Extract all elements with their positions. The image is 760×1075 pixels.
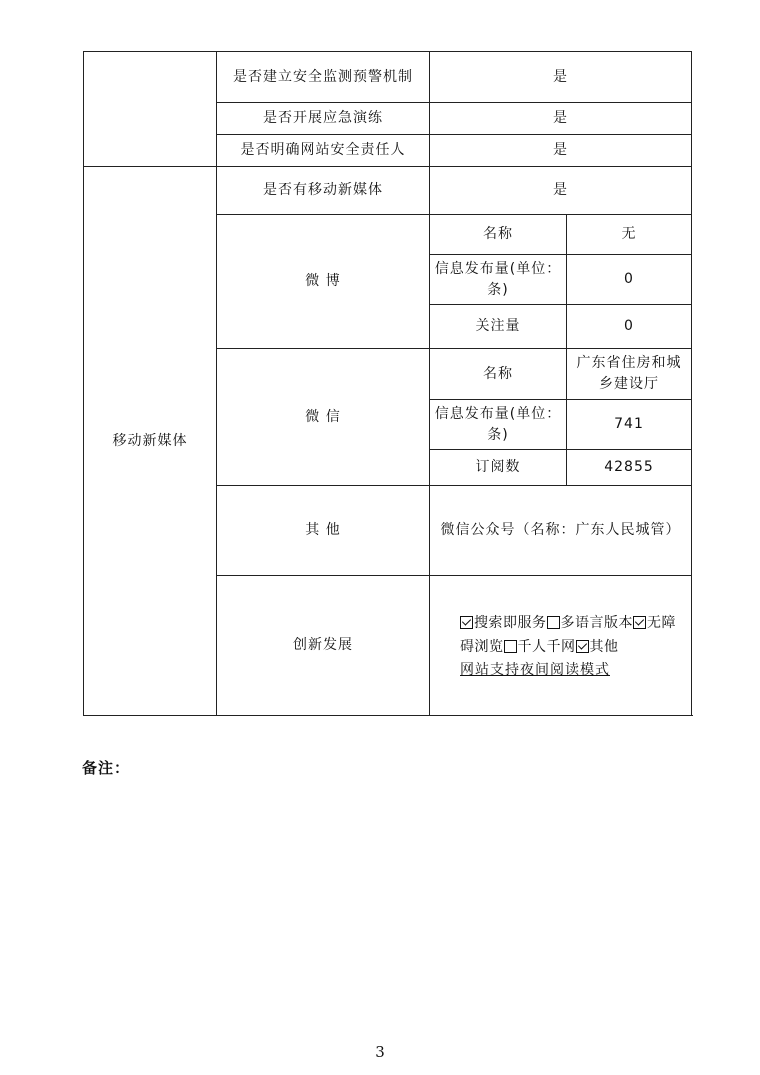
mobile-section-label: 移动新媒体 [84, 167, 217, 716]
option-personalized: 千人千网 [504, 639, 576, 655]
innovation-section-label: 创新发展 [217, 576, 430, 716]
page-number: 3 [375, 1043, 385, 1061]
option-search-service: 搜索即服务 [460, 615, 547, 631]
innovation-options-cell [430, 576, 692, 716]
checkbox-checked-icon [633, 616, 646, 629]
wechat-posts-label: 信息发布量(单位：条) [430, 400, 567, 450]
row-label: 是否建立安全监测预警机制 [217, 52, 430, 103]
wechat-name-value: 广东省住房和城乡建设厅 [567, 349, 692, 400]
row-value: 是 [430, 135, 692, 167]
row-value: 是 [430, 167, 692, 215]
other-label: 其 他 [217, 486, 430, 576]
table-row [84, 52, 692, 103]
report-table [83, 51, 692, 716]
option-accessibility: 无障碍浏览 [460, 614, 676, 655]
notes-label: 备注： [82, 759, 131, 777]
row-label: 是否有移动新媒体 [217, 167, 430, 215]
security-section-cell [84, 52, 217, 167]
row-label: 是否明确网站安全责任人 [217, 135, 430, 167]
innovation-other-detail: 网站支持夜间阅读模式 [460, 661, 610, 678]
checkbox-checked-icon [460, 616, 473, 629]
weibo-name-value: 无 [567, 215, 692, 255]
option-multilingual: 多语言版本 [547, 615, 634, 631]
weibo-follows-label: 关注量 [430, 305, 567, 349]
wechat-subscribers-value: 42855 [567, 450, 692, 486]
weibo-follows-value: 0 [567, 305, 692, 349]
weibo-posts-value: 0 [567, 255, 692, 305]
checkbox-checked-icon [576, 640, 589, 653]
checkbox-empty-icon [547, 616, 560, 629]
weibo-name-label: 名称 [430, 215, 567, 255]
option-other: 其他 [576, 639, 619, 655]
other-value: 微信公众号（名称：广东人民城管） [430, 486, 692, 576]
checkbox-empty-icon [504, 640, 517, 653]
table-row [84, 167, 692, 215]
weibo-label: 微 博 [217, 215, 430, 349]
row-value: 是 [430, 103, 692, 135]
wechat-label: 微 信 [217, 349, 430, 486]
wechat-name-label: 名称 [430, 349, 567, 400]
row-label: 是否开展应急演练 [217, 103, 430, 135]
wechat-posts-value: 741 [567, 400, 692, 450]
wechat-subscribers-label: 订阅数 [430, 450, 567, 486]
row-value: 是 [430, 52, 692, 103]
weibo-posts-label: 信息发布量(单位：条) [430, 255, 567, 305]
